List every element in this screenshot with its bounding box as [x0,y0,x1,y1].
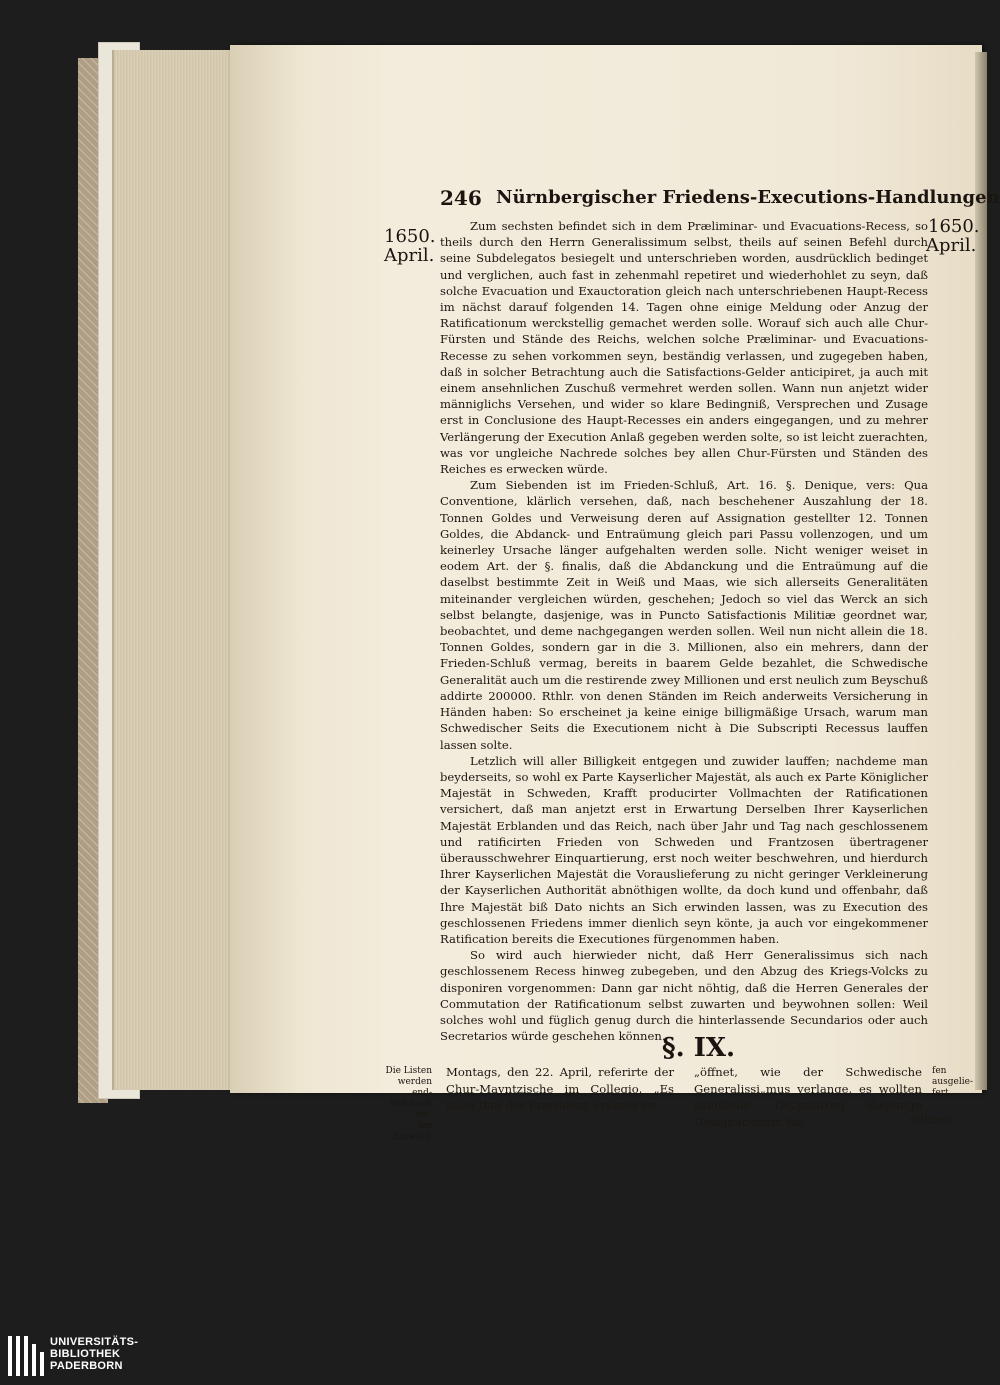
margin-month-right: April. [926,235,977,256]
library-name-line: PADERBORN [50,1360,123,1372]
column-right: „öffnet, wie der Schwedische Generalissi„mus verlange, es wollten sämtliche De„putirten diejenige Designationem Re- [694,1065,922,1129]
page-edges [112,50,234,1090]
library-name [50,1336,138,1372]
sidenote-right [932,1066,982,1099]
running-title: Nürnbergischer Friedens-Executions-Handlungen [496,187,1000,208]
catchword: stituen- [910,1112,955,1126]
page-header [440,186,1000,210]
margin-year-left: 1650. [384,226,436,247]
paragraph-so-wird: So wird auch hierwieder nicht, daß Herr Generalissimus sich nach geschlossenem Recess hinweg zubegeben, und den Abzug des Kriegs-Volcks zu disponiren vorgenommen: Dann gar nicht nöhtig, daß die Herren Generales der Commutation der Ratificationum selbst zuwarten und beywohnen sollen: Weil solches wohl und füglich genug durch die hinterlassende Secundarios oder auch Secretarios würde geschehen können. [440,948,928,1044]
sidenote-left-line: len Einwürf- [392,1121,432,1142]
sidenote-left-line: lich nach vie- [390,1099,432,1120]
body-text [440,218,928,1044]
paragraph-letzlich: Letzlich will aller Billigkeit entgegen und zuwider lauffen; nachdeme man beyderseits, so wohl ex Parte Kayserlicher Majestät, als auch ex Parte Königlicher Majestät in Schweden, Krafft producirter Vollmachten der Ratificationen versichert, daß man anjetzt erst in Erwartung Derselben Ihrer Kayserlichen Majestät Erblanden und das Reich, nach über Jahr und Tag nach geschlossenem und ratificirten Frieden von Schweden und Frantzosen übertragener überausschwehrer Einquartierung, erst noch weiter beschwehren, und hierdurch Ihrer Kayserlichen Majestät die Vorauslieferung zu nicht geringer Verkleinerung der Kayserlichen Authorität abnöthigen wollte, da doch kund und offenbahr, daß Ihre Majestät biß Dato nichts an Sich erwinden lassen, was zu Execution des geschlossenen Friedens immer dienlich seyn könte, ja auch vor eingekommener Ratification bereits die Executiones fürgenommen haben. [440,753,928,946]
margin-year-right: 1650. [928,216,980,237]
library-logo-icon [8,1336,44,1376]
sidenote-right-line: fen ausgelie- [932,1066,973,1087]
sidenote-left-line: Die Listen [385,1066,432,1076]
sidenote-right-line: fert. [932,1088,952,1098]
section-heading: §. IX. [662,1033,736,1063]
column-left: Montags, den 22. April, referirte der Chur-Mayntzische im Collegio, „Es habe Ihm der Præsident Erskein er- [446,1065,674,1112]
library-name-line: UNIVERSITÄTS- [50,1336,139,1348]
sidenote-left-line: werden end- [397,1077,432,1098]
page-number: 246 [440,186,482,210]
paragraph-siebenden: Zum Siebenden ist im Frieden-Schluß, Art. 16. §. Denique, vers: Qua Conventione, klärlich versehen, daß, nach beschehener Auszahlung der 18. Tonnen Goldes und Verweisung deren auf Assignation gestellter 12. Tonnen Goldes, die Abdanck- und Entraümung gleich pari Passu vollenzogen, und um keinerley Ursache länger aufgehalten werden solle. Nicht weniger weiset in eodem Art. der §. finalis, daß die Abdanckung und die Entraümung auf die daselbst bestimmte Zeit in Weiß und Maas, wie sich allerseits Generalitäten miteinander vergleichen würden, geschehen; Jedoch so viel das Werck an sich selbst belangte, dasjenige, was in Puncto Satisfactionis Militiæ geordnet war, beobachtet, und deme nachgegangen werden sollen. Weil nun nicht allein die 18. Tonnen Goldes, sondern gar in die 3. Millionen, also ein mehrers, dann der Frieden-Schluß vermag, bereits in baarem Gelde bezahlet, die Schwedische Generalität auch um die restirende zwey Millionen und erst neulich zum Beyschuß addirte 200000. Rthlr. von denen Ständen im Reich anderweits Versicherung in Händen haben: So erscheinet ja keine einige billigmäßige Ursach, warum man Schwedischer Seits die Executionem nicht à Die Subscripti Recessus lauffen lassen solte. [440,478,928,752]
sidenote-left [380,1066,432,1143]
library-name-line: BIBLIOTHEK [50,1348,121,1360]
paragraph-sechsten: Zum sechsten befindet sich in dem Præliminar- und Evacuations-Recess, so theils durch den Herrn Generalissimum selbst, theils auf seinen Befehl durch seine Subdelegatos besiegelt und unterschrieben worden, ausdrücklich bedinget und verglichen, auch fast in zehenmahl repetiret und wiederhohlet zu seyn, daß solche Evacuation und Exauctoration gleich nach unterschriebenen Haupt-Recess im nächst darauf folgenden 14. Tagen ohne einige Meldung oder Anzug der Ratificationum werckstellig gemachet werden solle. Worauf sich auch alle Chur-Fürsten und Stände des Reichs, welchen solche Præliminar- und Evacuations-Recesse zu sehen vorkommen seyn, beständig verlassen, und zugegeben haben, daß in solcher Betrachtung auch die Satisfactions-Gelder anticipiret, ja auch mit einem ansehnlichen Zuschuß vermehret werden sollen. Wann nun anjetzt wider männiglichs Versehen, und wider so klare Bedingniß, Versprechen und Zusage erst in Conclusione des Haupt-Recesses ein anders eingegangen, und zu mehrer Verlängerung der Execution Anlaß gegeben werden solte, so ist leicht zuerachten, was vor ungleiche Nachrede solches bey allen Chur-Fürsten und Ständen des Reiches es erwecken würde. [440,219,928,477]
margin-month-left: April. [384,245,435,266]
library-logo [8,1334,168,1380]
